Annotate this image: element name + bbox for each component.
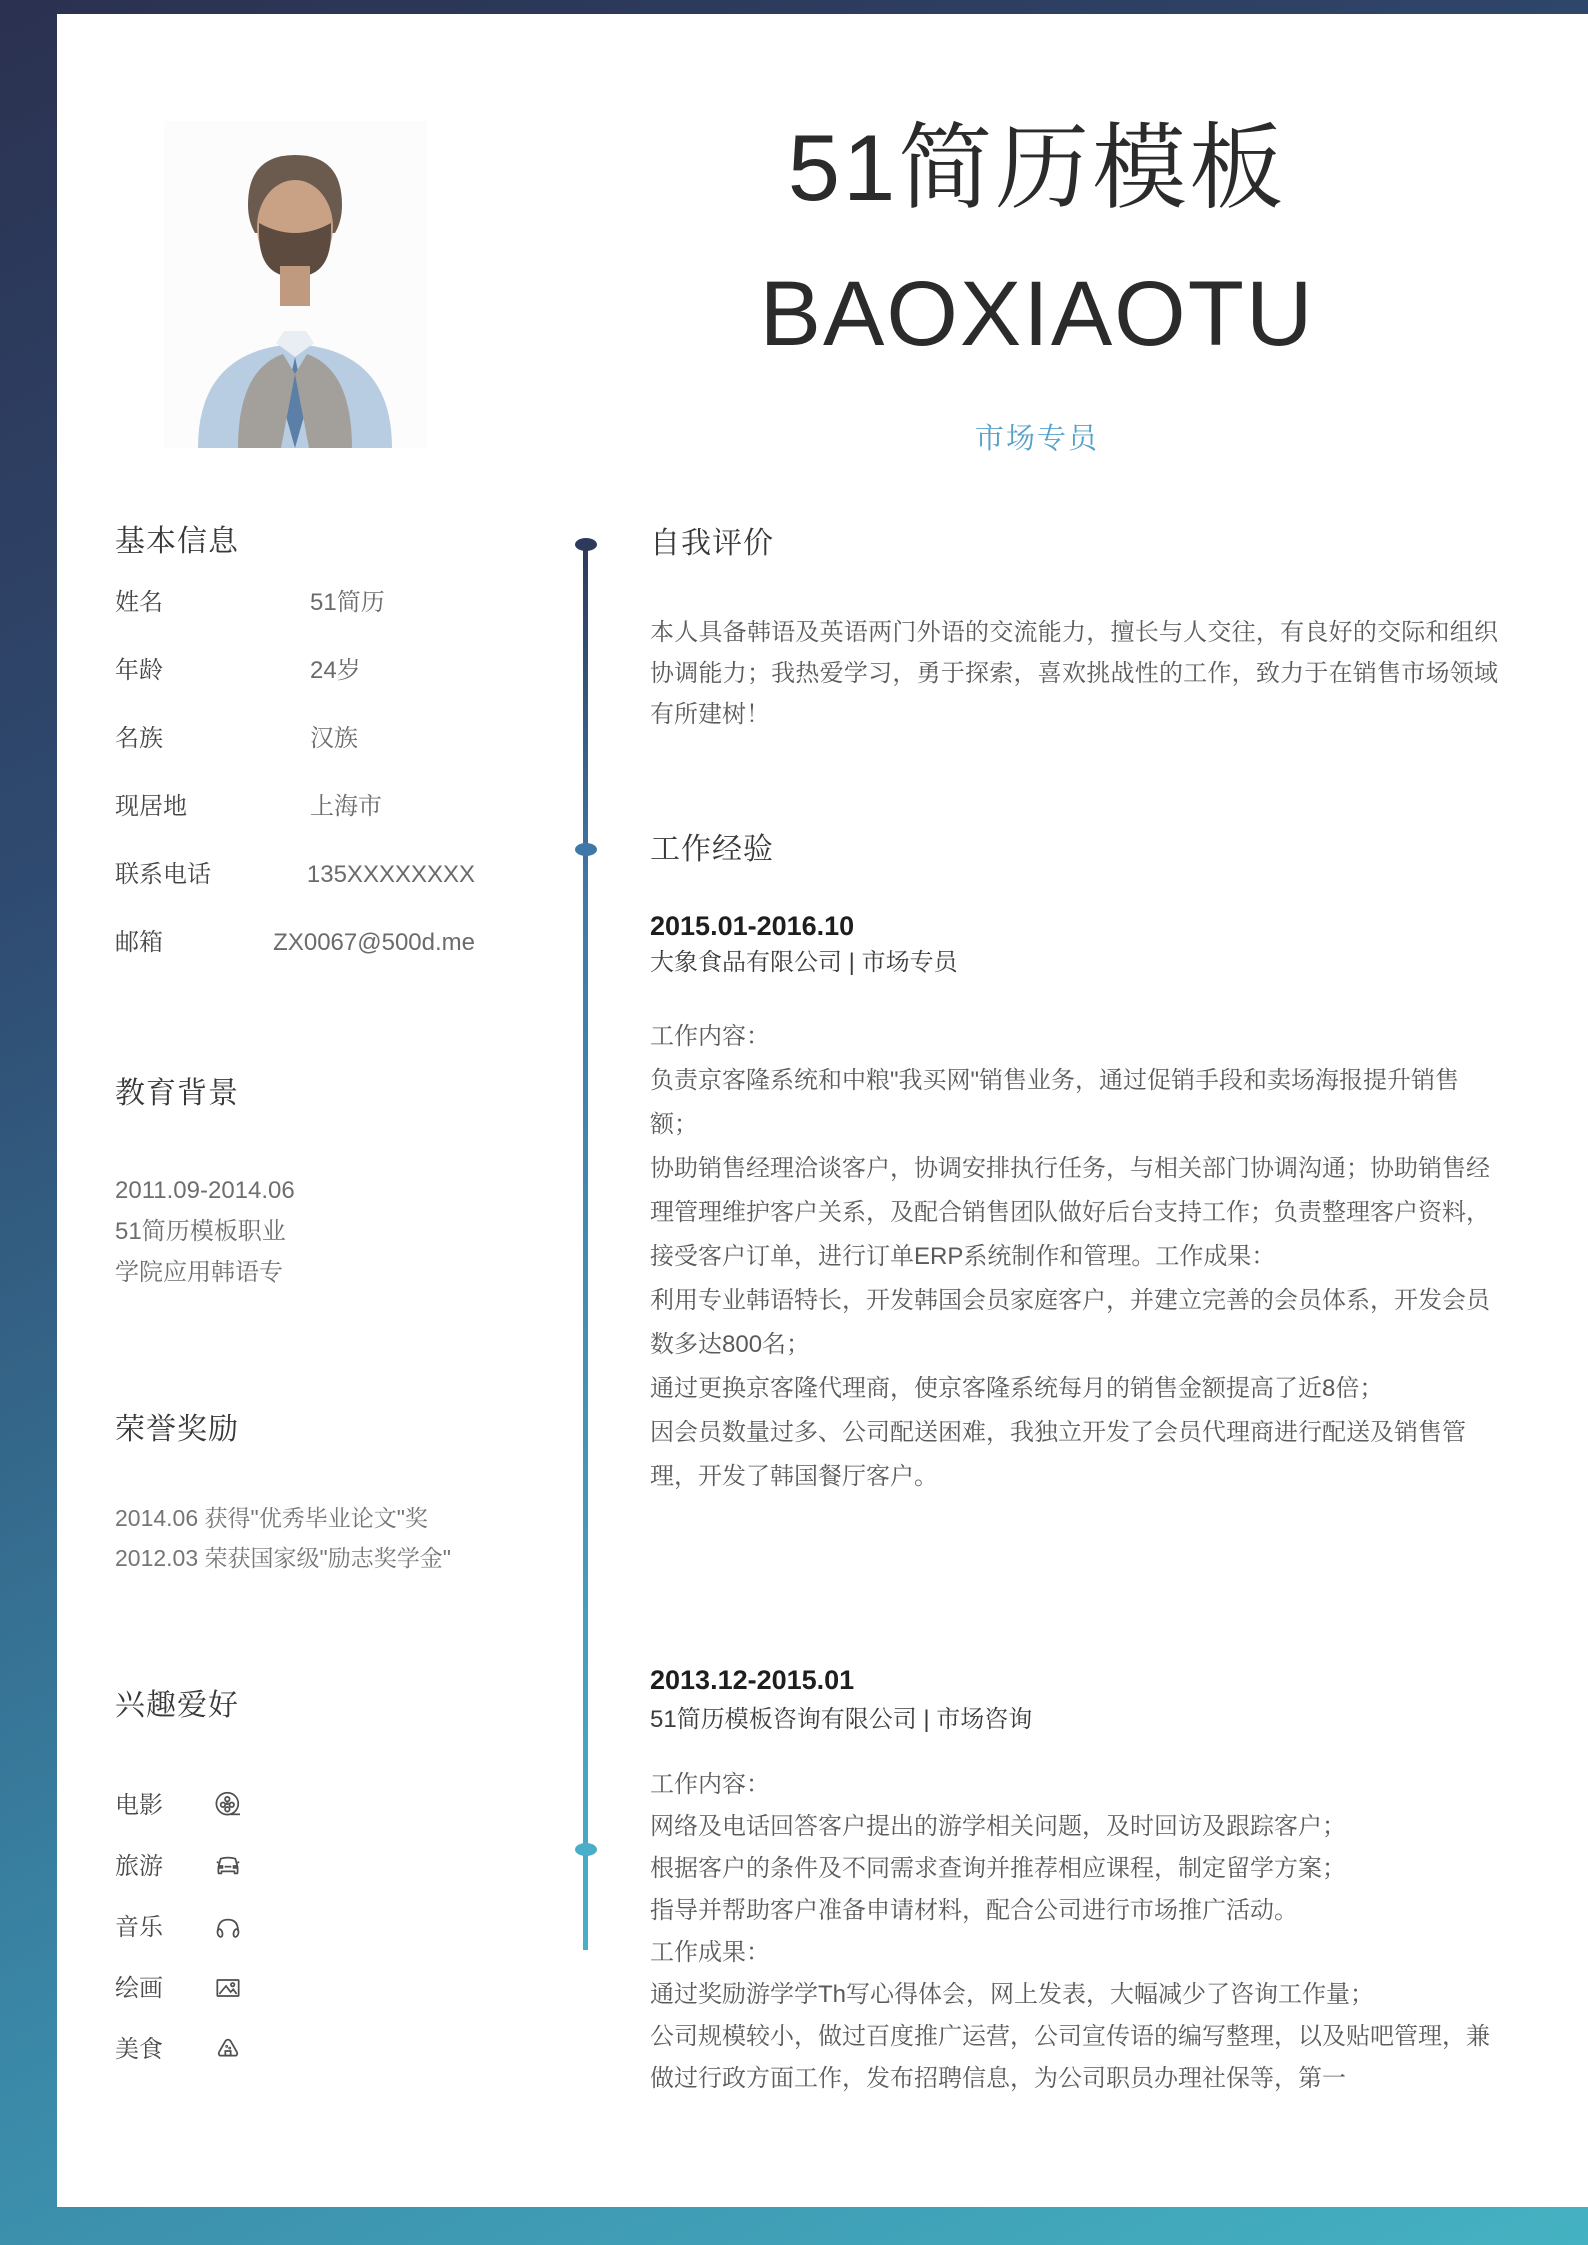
job-line: 通过更换京客隆代理商，使京客隆系统每月的销售金额提高了近8倍； — [650, 1375, 1384, 1402]
info-row-ethnicity — [115, 724, 475, 792]
info-label: 年龄 — [115, 657, 163, 684]
job-2-period: 2013.12-2015.01 — [650, 1665, 855, 1695]
profile-photo-illustration — [164, 121, 427, 448]
job-line: 网络及电话回答客户提出的游学相关问题，及时回访及跟踪客户； — [650, 1813, 1346, 1840]
info-value: 汉族 — [310, 725, 358, 752]
info-row-age — [115, 656, 475, 724]
info-row-name — [115, 588, 475, 656]
timeline-dot-self-evaluation — [575, 538, 597, 551]
education-heading: 教育背景 — [115, 1077, 239, 1110]
info-row-email — [115, 928, 475, 996]
job-1-description — [650, 1015, 1498, 1499]
info-label: 名族 — [115, 725, 163, 752]
info-value: 135XXXXXXXX — [306, 861, 475, 888]
education-period: 2011.09-2014.06 — [115, 1177, 295, 1204]
info-label: 现居地 — [115, 793, 187, 820]
hobby-label: 美食 — [115, 2036, 163, 2063]
education-block — [115, 1170, 415, 1293]
resume-title-cn: 51简历模板 — [787, 115, 1287, 220]
hobby-label: 音乐 — [115, 1914, 163, 1941]
headphones-icon — [212, 1911, 244, 1943]
education-school-line1: 51简历模板职业 — [115, 1218, 286, 1245]
rice-ball-icon — [212, 2033, 244, 2065]
hobby-row-painting — [115, 1974, 355, 2035]
info-label: 联系电话 — [115, 861, 211, 888]
hobbies-heading: 兴趣爱好 — [115, 1689, 239, 1722]
info-value: ZX0067@500d.me — [273, 929, 475, 956]
info-row-residence — [115, 792, 475, 860]
job-line: 工作内容： — [650, 1023, 770, 1050]
hobby-label: 电影 — [115, 1792, 163, 1819]
job-line: 负责京客隆系统和中粮"我买网"销售业务，通过促销手段和卖场海报提升销售额； — [650, 1067, 1460, 1138]
resume-page — [57, 14, 1588, 2207]
job-line: 公司规模较小，做过百度推广运营，公司宣传语的编写整理，以及贴吧管理，兼做过行政方面工作，发布招聘信息，为公司职员办理社保等，第一 — [650, 2023, 1490, 2092]
self-evaluation-text: 本人具备韩语及英语两门外语的交流能力，擅长与人交往，有良好的交际和组织协调能力；我热爱学习，勇于探索，喜欢挑战性的工作，致力于在销售市场领域有所建树！ — [650, 619, 1498, 728]
timeline-line — [583, 545, 588, 1950]
info-value: 24岁 — [310, 657, 361, 684]
car-icon — [212, 1850, 244, 1882]
hobby-rows — [115, 1791, 355, 2096]
info-row-phone — [115, 860, 475, 928]
education-school-line2: 学院应用韩语专 — [115, 1259, 283, 1286]
job-line: 工作内容： — [650, 1771, 770, 1798]
honors-heading: 荣誉奖励 — [115, 1413, 239, 1446]
honor-item: 2012.03 荣获国家级"励志奖学金" — [115, 1545, 451, 1571]
job-title-subtitle: 市场专员 — [974, 423, 1099, 455]
hobby-row-food — [115, 2035, 355, 2096]
info-label: 姓名 — [115, 589, 163, 616]
work-experience-heading: 工作经验 — [650, 833, 774, 866]
basic-info-rows — [115, 588, 475, 996]
picture-icon — [212, 1972, 244, 2004]
hobby-row-movies — [115, 1791, 355, 1852]
honors-block — [115, 1498, 495, 1578]
hobby-row-travel — [115, 1852, 355, 1913]
hobby-row-music — [115, 1913, 355, 1974]
basic-info-heading: 基本信息 — [115, 525, 239, 558]
info-label: 邮箱 — [115, 929, 163, 956]
job-line: 通过奖励游学学Th写心得体会，网上发表，大幅减少了咨询工作量； — [650, 1981, 1375, 2008]
timeline-dot-job-2 — [575, 1843, 597, 1856]
film-reel-icon — [212, 1789, 244, 1821]
job-line: 工作成果： — [650, 1939, 770, 1966]
honor-item: 2014.06 获得"优秀毕业论文"奖 — [115, 1505, 428, 1531]
job-2-company: 51简历模板咨询有限公司 | 市场咨询 — [650, 1706, 1033, 1733]
job-line: 利用专业韩语特长，开发韩国会员家庭客户，并建立完善的会员体系，开发会员数多达800名； — [650, 1287, 1490, 1358]
job-line: 协助销售经理洽谈客户，协调安排执行任务，与相关部门协调沟通；协助销售经理管理维护客户关系，及配合销售团队做好后台支持工作；负责整理客户资料，接受客户订单，进行订单ERP系统制作和管理。工作成果： — [650, 1155, 1490, 1270]
info-value: 上海市 — [310, 793, 382, 820]
hobby-label: 绘画 — [115, 1975, 163, 2002]
job-2-description — [650, 1764, 1498, 2100]
job-line: 因会员数量过多、公司配送困难，我独立开发了会员代理商进行配送及销售管理，开发了韩国餐厅客户。 — [650, 1419, 1466, 1490]
self-evaluation-heading: 自我评价 — [650, 527, 774, 560]
info-value: 51简历 — [310, 589, 385, 616]
job-line: 指导并帮助客户准备申请材料，配合公司进行市场推广活动。 — [650, 1897, 1298, 1924]
job-1-period: 2015.01-2016.10 — [650, 911, 855, 941]
hobby-label: 旅游 — [115, 1853, 163, 1880]
timeline-dot-work-experience — [575, 843, 597, 856]
resume-title-en: BAOXIAOTU — [759, 263, 1315, 365]
profile-photo — [164, 121, 427, 448]
job-1-company: 大象食品有限公司 | 市场专员 — [650, 949, 958, 976]
job-line: 根据客户的条件及不同需求查询并推荐相应课程，制定留学方案； — [650, 1855, 1346, 1882]
